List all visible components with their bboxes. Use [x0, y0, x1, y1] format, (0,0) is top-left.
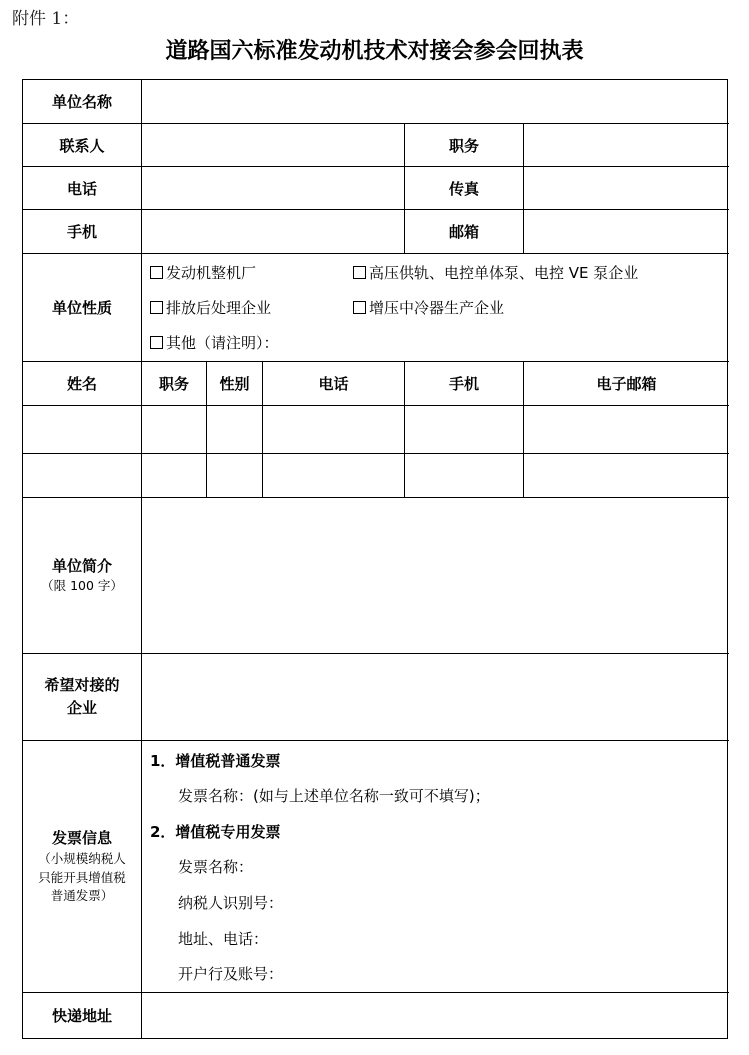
invoice-label: 发票信息 [51, 829, 112, 848]
invoice-label-cell [23, 741, 142, 993]
mobile-label: 手机 [23, 210, 142, 254]
invoice-normal-heading: 1．增值税普通发票 [150, 752, 281, 770]
unit-nature-label: 单位性质 [23, 254, 142, 362]
nature-option-engine-plant[interactable]: 发动机整机厂 [150, 262, 256, 283]
contact-label: 联系人 [23, 124, 142, 167]
attendee-2-gender-field[interactable] [207, 454, 263, 498]
attendee-1-email-field[interactable] [524, 406, 729, 454]
attendee-2-position-field[interactable] [142, 454, 207, 498]
bank-account-line: 开户行及账号： [178, 965, 284, 983]
phone-field[interactable] [142, 167, 405, 210]
fax-label: 传真 [405, 167, 524, 210]
unit-name-field[interactable] [142, 80, 729, 124]
registration-form-table [22, 79, 728, 1039]
attendee-2-name-field[interactable] [23, 454, 142, 498]
invoice-note-line3: 普通发票） [50, 887, 114, 903]
header-name: 姓名 [23, 362, 142, 406]
invoice-special-name-line: 发票名称： [178, 858, 254, 876]
unit-intro-field[interactable] [142, 498, 729, 654]
target-company-label-cell [23, 654, 142, 741]
attendee-1-gender-field[interactable] [207, 406, 263, 454]
nature-option-fuel-pump[interactable]: 高压供轨、电控单体泵、电控 VE 泵企业 [353, 262, 638, 283]
attendee-2-mobile-field[interactable] [405, 454, 524, 498]
attendee-1-position-field[interactable] [142, 406, 207, 454]
fax-field[interactable] [524, 167, 729, 210]
attendee-1-phone-field[interactable] [263, 406, 405, 454]
checkbox-icon[interactable] [150, 336, 163, 349]
invoice-special-heading: 2．增值税专用发票 [150, 823, 281, 841]
attendee-2-phone-field[interactable] [263, 454, 405, 498]
email-field[interactable] [524, 210, 729, 254]
nature-option-aftertreatment[interactable]: 排放后处理企业 [150, 297, 271, 318]
target-company-label-line2: 企业 [66, 699, 97, 717]
attendee-2-email-field[interactable] [524, 454, 729, 498]
invoice-note-line2: 只能开具增值税 [38, 869, 126, 885]
checkbox-icon[interactable] [150, 266, 163, 279]
unit-intro-note: （限 100 字） [41, 577, 123, 593]
checkbox-icon[interactable] [150, 301, 163, 314]
contact-field[interactable] [142, 124, 405, 167]
invoice-note-line1: （小规模纳税人 [38, 851, 126, 867]
target-company-field[interactable] [142, 654, 729, 741]
header-mobile: 手机 [405, 362, 524, 406]
nature-option-other[interactable]: 其他（请注明）： [150, 332, 279, 353]
nature-option-intercooler[interactable]: 增压中冷器生产企业 [353, 297, 504, 318]
address-phone-line: 地址、电话： [178, 930, 269, 948]
email-label: 邮箱 [405, 210, 524, 254]
header-email: 电子邮箱 [524, 362, 729, 406]
form-title: 道路国六标准发动机技术对接会参会回执表 [165, 38, 584, 64]
header-position: 职务 [142, 362, 207, 406]
taxpayer-id-line: 纳税人识别号： [178, 894, 284, 912]
attendee-1-mobile-field[interactable] [405, 406, 524, 454]
unit-name-label: 单位名称 [23, 80, 142, 124]
target-company-label-line1: 希望对接的 [44, 675, 120, 694]
invoice-normal-name-line: 发票名称：(如与上述单位名称一致可不填写)； [178, 787, 490, 805]
position-field[interactable] [524, 124, 729, 167]
unit-intro-label-cell [23, 498, 142, 654]
delivery-address-field[interactable] [142, 993, 729, 1038]
position-label: 职务 [405, 124, 524, 167]
attachment-label: 附件 1： [12, 9, 80, 29]
unit-intro-label: 单位简介 [51, 557, 112, 576]
header-phone: 电话 [263, 362, 405, 406]
phone-label: 电话 [23, 167, 142, 210]
header-gender: 性别 [207, 362, 263, 406]
invoice-info-area[interactable] [142, 741, 729, 993]
unit-nature-options [142, 254, 729, 362]
delivery-address-label: 快递地址 [23, 993, 142, 1038]
mobile-field[interactable] [142, 210, 405, 254]
checkbox-icon[interactable] [353, 301, 366, 314]
checkbox-icon[interactable] [353, 266, 366, 279]
attendee-1-name-field[interactable] [23, 406, 142, 454]
